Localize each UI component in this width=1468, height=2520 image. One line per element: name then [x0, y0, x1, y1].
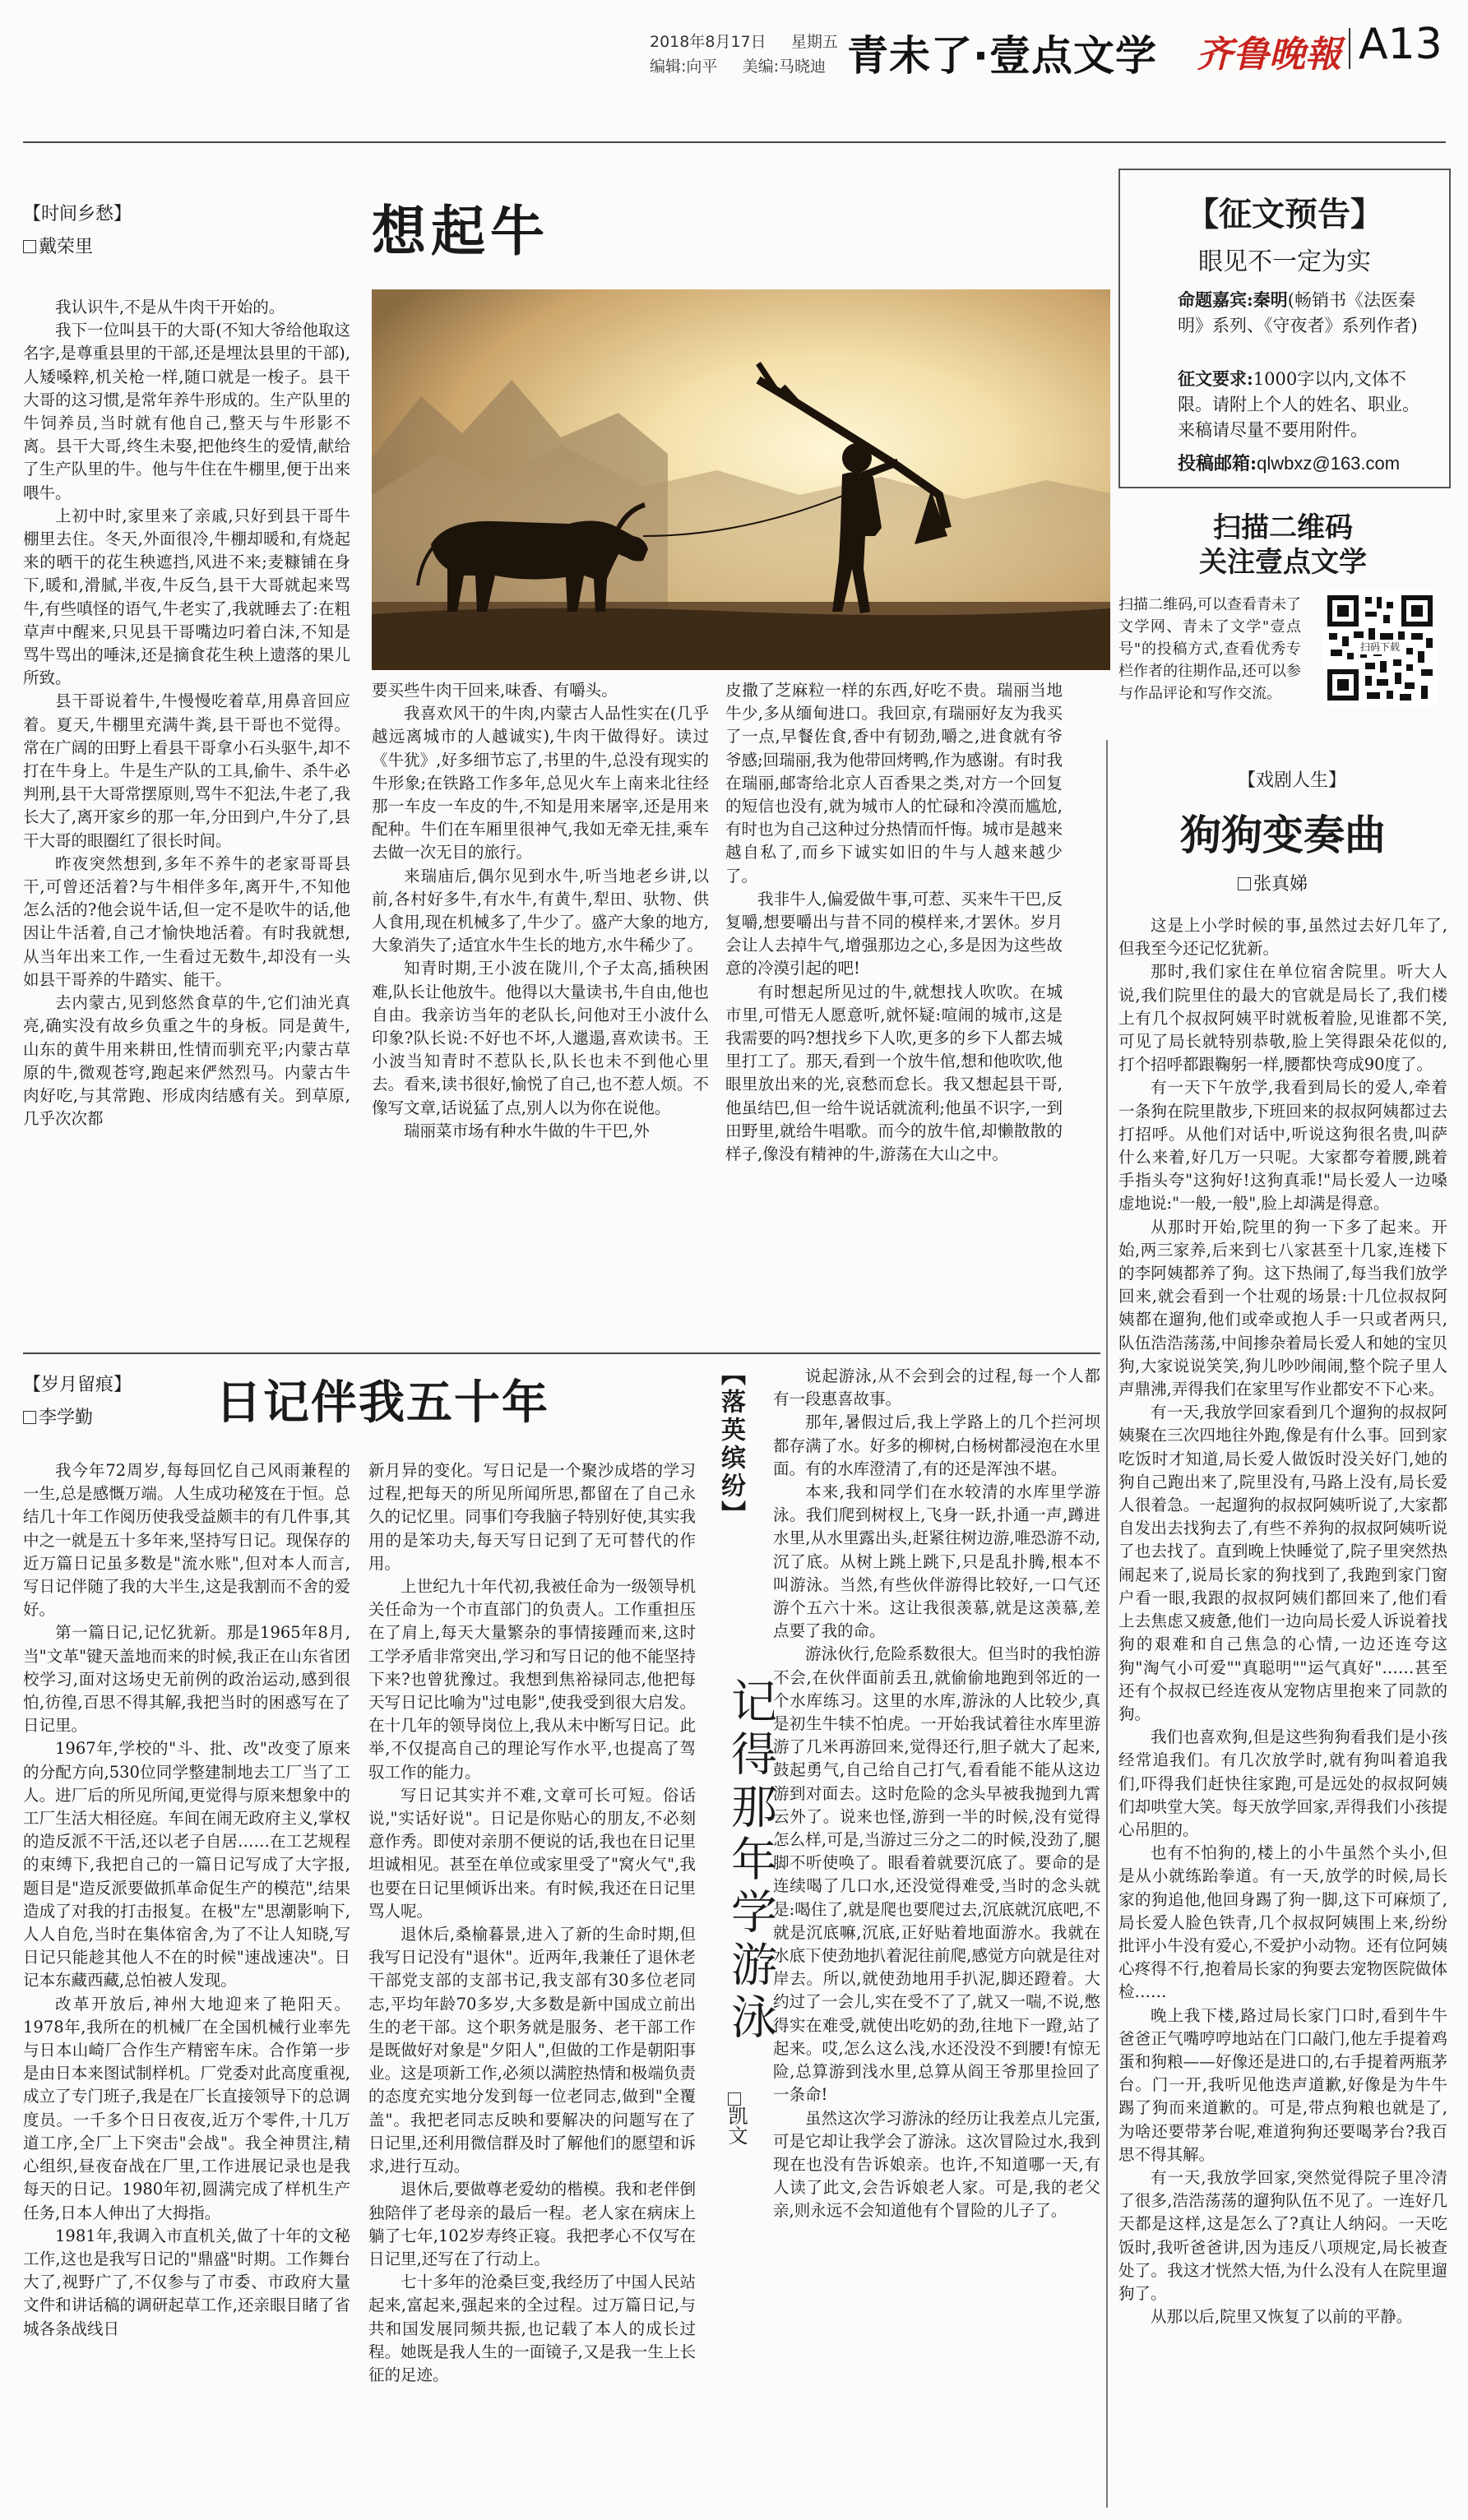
paragraph: 上初中时,家里来了亲戚,只好到县干哥牛棚里去住。冬天,外面很冷,牛棚却暖和,有烧起来的晒干的花生秧遮挡,风进不来;麦糠铺在身下,暖和,滑腻,半夜,牛反刍,县干大哥就起来骂牛,有些嗔怪的语气,牛老实了,我就睡去了:在粗草声中醒来,只见县干哥嘴边叼着白沫,不知是骂牛骂出的唾沫,还是摘食花生秧上遗落的果儿所致。: [23, 506, 350, 688]
paragraph: 1981年,我调入市直机关,做了十年的文秘工作,这也是我写日记的"鼎盛"时期。工作舞台大了,视野广了,不仅参与了市委、市政府大量文件和讲话稿的调研起草工作,还亲眼目睹了省城各条战线日: [23, 2226, 350, 2338]
req-text: 1000字以内,文体不限。请附上个人的姓名、职业。来稿请尽量不要用附件。: [1178, 369, 1419, 440]
paragraph: 知青时期,王小波在陇川,个子太高,插秧困难,队长让他放牛。他得以大量读书,牛自由,他也自由。我亲访当年的老队长,问他对王小波什么印象?队长说:不好也不坏,人邋遢,喜欢读书。王小波当知青时不惹队长,队长也未不到他心里去。看来,读书很好,愉悦了自己,也不惹人烦。不像写文章,话说猛了点,别人以为你在说他。: [372, 959, 709, 1117]
paragraph: 从那时开始,院里的狗一下多了起来。开始,两三家养,后来到七八家甚至十几家,连楼下的李阿姨都养了狗。这下热闹了,每当我们放学回来,就会看到一个壮观的场景:十几位叔叔阿姨都在遛狗,他们或牵或抱人手一只或者两只,队伍浩浩荡荡,中间掺杂着局长爱人和她的宝贝狗,大家说说笑笑,狗儿吵吵闹闹,整个院子里人声鼎沸,弄得我们在家里写作业都安不下心来。: [1118, 1217, 1447, 1399]
paragraph: 那时,我们家住在单位宿舍院里。听大人说,我们院里住的最大的官就是局长了,我们楼上有几个叔叔阿姨平时就板着脸,见谁都不笑,可见了局长就特别恭敬,脸上笑得跟朵花似的,打个招呼都跟鞠躬一样,腰都快弯成90度了。: [1118, 962, 1447, 1075]
promo-box: [1118, 169, 1451, 488]
paragraph: 有时想起所见过的牛,就想找人吹吹。在城市里,可惜无人愿意听,就怀疑:喧闹的城市,这是我需要的吗?想找乡下人吹,更多的乡下人都去城里打工了。那天,看到一个放牛倌,想和他吹吹,他眼里放出来的光,哀愁而怠长。我又想起县干哥,他虽结巴,但一给牛说话就流利;他虽不识字,一到田野里,就给牛唱歌。而今的放牛倌,却懒散散的样子,像没有精神的牛,游荡在大山之中。: [725, 982, 1063, 1164]
guest-label: 命题嘉宾:: [1178, 289, 1253, 310]
paragraph: 从那以后,院里又恢复了以前的平静。: [1151, 2307, 1413, 2327]
paragraph: 我们也喜欢狗,但是这些狗狗看我们是小孩经常追我们。有几次放学时,就有狗叫着追我们,吓得我们赶快往家跑,可是远处的叔叔阿姨们却哄堂大笑。每天放学回家,弄得我们小孩提心吊胆的。: [1118, 1727, 1447, 1839]
author: 李学勤: [23, 1403, 93, 1429]
article3-column-2: [368, 1459, 696, 2508]
guest-desc: (畅销书《法医秦明》系列、《守夜者》系列作者): [1178, 290, 1418, 335]
article4-body: [773, 1365, 1100, 2508]
article-title: 想起牛: [372, 200, 549, 263]
editor: 编辑:向平: [650, 58, 718, 76]
paragraph: 虽然这次学习游泳的经历让我差点儿完蛋,可是它却让我学会了游泳。这次冒险过水,我到现在也没有告诉娘亲。也许,不知道哪一天,有人读了此文,会告诉娘老人家。可是,我的老父亲,则永远不会知道他有个冒险的儿子了。: [773, 2108, 1100, 2221]
qr-description: 扫描二维码,可以查看青未了文学网、青未了文学"壹点号"的投稿方式,查看优秀专栏作者的往期作品,还可以参与作品评论和写作交流。: [1118, 596, 1301, 702]
paragraph: 七十多年的沧桑巨变,我经历了中国人民站起来,富起来,强起来的全过程。过万篇日记,与共和国发展同频共振,也记载了本人的成长过程。她既是我人生的一面镜子,又是我一生上长征的足迹。: [368, 2273, 696, 2384]
paragraph: 我喜欢风干的牛肉,内蒙古人品性实在(几乎越远离城市的人越诚实),牛肉干做得好。读过《牛犹》,好多细节忘了,书里的牛,总没有现实的牛形象;在铁路工作多年,总见火车上南来北往经那一车皮一车皮的牛,不知是用来屠宰,还是用来配种。牛们在车厢里很神气,我如无牵无挂,乘车去做一次无目的旅行。: [372, 704, 709, 862]
ox-silhouette-photo: [372, 289, 1110, 670]
column-tag: 【落英缤纷】: [716, 1361, 745, 1528]
paragraph: 昨夜突然想到,多年不养牛的老家哥哥县干,可曾还活着?与牛相伴多年,离开牛,不知他怎么活的?他会说牛话,但一定不是吹牛的话,他因让牛活着,自己才愉快地活着。有时我就想,从当年出来工作,一生看过无数牛,却没有一头如县干哥养的牛踏实、能干。: [23, 853, 350, 989]
column-tag: 【岁月留痕】: [23, 1375, 132, 1395]
promo-mail: [1178, 450, 1400, 475]
date: 2018年8月17日: [650, 33, 766, 51]
paragraph: 有一天,我放学回家,突然觉得院子里冷清了很多,浩浩荡荡的遛狗队伍不见了。一连好几天都是这样,这是怎么了?真让人纳闷。一天吃饭时,我听爸爸讲,因为违反八项规定,局长被查处了。我这才恍然大悟,为什么没有人在院里遛狗了。: [1118, 2167, 1447, 2303]
article3-column-1: [23, 1459, 350, 2508]
promo-guest: [1178, 287, 1433, 339]
paragraph: 县干哥说着牛,牛慢慢吃着草,用鼻音回应着。夏天,牛棚里充满牛粪,县干哥也不觉得。常在广阔的田野上看县干哥拿小石头驱牛,却不打在牛身上。牛是生产队的工具,偷牛、杀牛必判刑,县干大哥常摆原则,骂牛不犯法,牛老了,我长大了,离开家乡的那一年,分田到户,牛分了,县干大哥的眼圈红了很长时间。: [23, 691, 350, 850]
header-date: [650, 30, 838, 52]
qr-title-2: 关注壹点文学: [1199, 546, 1367, 579]
article-title: 记得那年学游泳: [724, 1677, 777, 2046]
req-label: 征文要求:: [1178, 368, 1253, 389]
paragraph: 皮撒了芝麻粒一样的东西,好吃不贵。瑞丽当地牛少,多从缅甸进口。我回京,有瑞丽好友为我买了一点,早餐佐食,香中有韧劲,嚼之,进食就有爷爷感;回瑞丽,我为他带回烤鸭,作为感谢。有时我在瑞丽,邮寄给北京人百香果之类,对方一个回复的短信也没有,就为城市人的忙碌和冷漠而尴尬,有时也为自己这种过分热情而忏悔。城市是越来越自私了,而乡下诚实如旧的牛与人越来越少了。: [725, 681, 1063, 885]
column-tag: 【时间乡愁】: [23, 204, 132, 224]
qr-label: 扫码下载: [1359, 641, 1400, 653]
mail-address[interactable]: qlwbxz@163.com: [1257, 453, 1401, 474]
paragraph: 我今年72周岁,每每回忆自己风雨兼程的一生,总是感慨万端。人生成功秘笈在于恒。总结几十年工作阅历使我受益颇丰的有几件事,其中之一就是五十多年来,坚持写日记。现保存的近万篇日记虽多数是"流水账",但对本人而言,写日记伴随了我的大半生,这是我割而不舍的爱好。: [23, 1461, 350, 1620]
header-divider: [1349, 28, 1350, 69]
article1-column-1: [23, 296, 350, 1345]
paragraph: 晚上我下楼,路过局长家门口时,看到牛牛爸爸正气嘴哼哼地站在门口敲门,他左手提着鸡蛋和狗粮——好像还是进口的,右手提着两瓶茅台。门一开,我听见他迭声道歉,好像是为牛牛踢了狗而来道歉的。可是,带点狗粮也就是了,为啥还要带茅台呢,难道狗狗还要喝茅台?我百思不得其解。: [1118, 2005, 1447, 2164]
article1-column-3: [725, 679, 1063, 1345]
qr-title-1: 扫描二维码: [1213, 511, 1353, 544]
page-number: A13: [1359, 20, 1443, 69]
paragraph: 1967年,学校的"斗、批、改"改变了原来的分配方向,530位同学整建制地去工厂当了工人。进厂后的所见所闻,更觉得与原来想象中的工厂生活大相径庭。车间在闹无政府主义,掌权的造反派不干活,还以老子自居……在工艺规程的束缚下,我把自己的一篇日记写成了大字报,题目是"造反派要做抓革命促生产的模范",结果造成了对我的打击报复。在极"左"思潮影响下,人人自危,当时在集体宿舍,为了不让人知晓,写日记只能趁其他人不在的时候"速战速决"。日记本东藏西藏,总怕被人发现。: [23, 1739, 350, 1991]
article-title: 狗狗变奏曲: [1180, 811, 1386, 859]
paragraph: 说起游泳,从不会到会的过程,每一个人都有一段惠喜故事。: [773, 1366, 1100, 1409]
header-staff: [650, 54, 826, 76]
paragraph: 写日记其实并不难,文章可长可短。俗话说,"实话好说"。日记是你贴心的朋友,不必刻意作秀。即使对亲朋不便说的话,我也在日记里坦诚相见。甚至在单位或家里受了"窝火气",我也要在日记里倾诉出来。有时候,我还在日记里骂人呢。: [368, 1785, 696, 1921]
designer: 美编:马晓迪: [742, 58, 827, 76]
divider-vertical: [1106, 740, 1108, 2508]
guest-name: 秦明: [1253, 289, 1288, 310]
paragraph: 我认识牛,不是从牛肉干开始的。: [55, 298, 285, 317]
article2-body: [1118, 914, 1447, 2509]
promo-subtitle: 眼见不一定为实: [1198, 247, 1371, 276]
paragraph: 第一篇日记,记忆犹新。那是1965年8月,当"文革"键天盖地而来的时候,我正在山东省团校学习,面对这场史无前例的政治运动,感到很怕,彷徨,百思不得其解,我把当时的困惑写在了日记里。: [23, 1623, 350, 1736]
paragraph: 这是上小学时候的事,虽然过去好几年了,但我至今还记忆犹新。: [1118, 916, 1447, 959]
paper-logo: 齐鲁晚報: [1197, 34, 1341, 76]
qr-code[interactable]: [1322, 590, 1438, 705]
promo-title: 【征文预告】: [1186, 196, 1383, 234]
section-title: 青未了·壹点文学: [847, 32, 1157, 80]
column-tag: 【戏剧人生】: [1238, 770, 1347, 791]
divider-horizontal: [23, 1352, 1100, 1354]
paragraph: 本来,我和同学们在水较清的水库里学游泳。我们爬到树杈上,飞身一跃,扑通一声,蹲进水里,从水里露出头,赶紧往树边游,唯恐游不动,沉了底。从树上跳上跳下,只是乱扑腾,根本不叫游泳。当然,有些伙伴游得比较好,一口气还游个五六十米。这让我很羡慕,就是这羡慕,差点要了我的命。: [773, 1482, 1100, 1641]
paragraph: 游泳伙行,危险系数很大。但当时的我怕游不会,在伙伴面前丢丑,就偷偷地跑到邻近的一个水库练习。这里的水库,游泳的人比较少,真是初生牛犊不怕虎。一开始我试着往水库里游游了几米再游回来,觉得还行,胆子就大了起来,鼓起勇气,自己给自己打气,看看能不能从这边游到对面去。这时危险的念头早被我抛到九霄云外了。说来也怪,游到一半的时候,没有觉得怎么样,可是,当游过三分之二的时候,没劲了,腿脚不听使唤了。眼看着就要沉底了。要命的是连续喝了几口水,还没觉得难受,当时的念头就是:喝住了,就是爬也要爬过去,沉底就沉底吧,不就是沉底嘛,沉底,正好贴着地面游水。我就在水底下使劲地扒着泥往前爬,感觉方向就是往对岸去。所以,就使劲地用手扒泥,脚还蹬着。大约过了一会儿,实在受不了了,就又一喘,不说,憋得实在难受,就使出吃奶的劲,往地下一蹬,站了起来。哎,怎么这么浅,水还没没不到腰!有惊无险,总算游到浅水里,总算从阎王爷那里捡回了一条命!: [773, 1644, 1100, 2105]
author: 凯文: [722, 2092, 751, 2145]
paragraph: 那年,暑假过后,我上学路上的几个拦河坝都存满了水。好多的柳树,白杨树都浸泡在水里面。有的水库澄清了,有的还是浑浊不堪。: [773, 1413, 1100, 1478]
article1-column-2: [372, 679, 709, 1345]
paragraph: 要买些牛肉干回来,味香、有嚼头。: [372, 681, 618, 700]
weekday: 星期五: [790, 33, 838, 51]
paragraph: 我下一位叫县干的大哥(不知大爷给他取这名字,是尊重县里的干部,还是埋汰县里的干部),人矮嗓粹,机关枪一样,随口就是一梭子。县干大哥的这习惯,是常年养牛形成的。生产队里的牛饲养员,当时就有他自己,整天与牛形影不离。县干大哥,终生未娶,把他终生的爱情,献给了生产队里的牛。他与牛住在牛棚里,便于出来喂牛。: [23, 321, 350, 502]
paragraph: 退休后,要做尊老爱幼的楷模。我和老伴倒独陪伴了老母亲的最后一程。老人家在病床上躺了七年,102岁寿终正寝。我把孝心不仅写在日记里,还写在了行动上。: [368, 2180, 696, 2268]
paragraph: 也有不怕狗的,楼上的小牛虽然个头小,但是从小就练跆拳道。有一天,放学的时候,局长家的狗追他,他回身踢了狗一脚,这下可麻烦了,局长爱人脸色铁青,几个叔叔阿姨围上来,纷纷批评小牛没有爱心,不爱护小动物。还有位阿姨心疼得不行,抱着局长家的狗要去宠物医院做体检……: [1118, 1843, 1447, 2002]
paragraph: 改革开放后,神州大地迎来了艳阳天。1978年,我所在的机械厂在全国机械行业率先与日本山崎厂合作生产精密车床。合作第一步是由日本来图试制样机。厂党委对此高度重视,成立了专门班子,我是在厂长直接领导下的总调度员。一千多个日日夜夜,近万个零件,十几万道工序,全厂上下突击"会战"。我全神贯注,精心组织,昼夜奋战在厂里,工作进展记录也是我每天的日记。1980年初,圆满完成了样机生产任务,日本人伸出了大拇指。: [23, 1994, 350, 2222]
paragraph: 来瑞庙后,偶尔见到水牛,听当地老乡讲,以前,各村好多牛,有水牛,有黄牛,犁田、驮物、供人食用,现在机械多了,牛少了。盛产大象的地方,大象消失了;适宜水牛生长的地方,水牛稀少了。: [372, 866, 709, 955]
paragraph: 新月异的变化。写日记是一个聚沙成塔的学习过程,把每天的所见所闻所思,都留在了自己永久的记忆里。同事们夸我脑子特别好使,其实我用的是笨功夫,每天写日记到了无可替代的作用。: [368, 1461, 696, 1573]
paragraph: 去内蒙古,见到悠然食草的牛,它们油光真亮,确实没有故乡负重之牛的身板。同是黄牛,山东的黄牛用来耕田,性情而驯充平;内蒙古草原的牛,微观苍穹,跑起来俨然烈马。内蒙古牛肉好吃,与其常跑、形成肉结感有关。到草原,几乎次次都: [23, 993, 350, 1129]
author: 张真娣: [1238, 870, 1308, 895]
header-rule: [23, 141, 1446, 143]
paragraph: 有一天下午放学,我看到局长的爱人,牵着一条狗在院里散步,下班回来的叔叔阿姨都过去打招呼。从他们对话中,听说这狗很名贵,叫萨什么来着,好几万一只呢。大家都夸着腰,跳着手指头夸"这狗好!这狗真乖!"局长爱人一边嗓虚地说:"一般,一般",脸上却满是得意。: [1118, 1078, 1447, 1214]
paragraph: 有一天,我放学回家看到几个遛狗的叔叔阿姨聚在三次四地往外跑,像是有什么事。回到家吃饭时才知道,局长爱人做饭时没关好门,她的狗自己跑出来了,院里没有,马路上没有,局长爱人很着急。一起遛狗的叔叔阿姨听说了,大家都自发出去找狗去了,有些不养狗的叔叔阿姨听说了也去找了。直到晚上快睡觉了,院子里突然热闹起来了,说局长家的狗找到了,我跑到家门窗户看一眼,我跟的叔叔阿姨们都回来了,他们看上去焦虑又疲惫,他们一边向局长爱人诉说着找狗的艰难和自己焦急的心情,一边还连夸这狗"淘气小可爱""真聪明""运气真好"……甚至还有个叔叔已经连夜从宠物店里抱来了同款的狗。: [1118, 1403, 1447, 1723]
paragraph: 我非牛人,偏爱做牛事,可惹、买来牛干巴,反复嚼,想要嚼出与昔不同的模样来,才罢休。岁月会让人去掉牛气,增强那边之心,多是因为这些故意的冷漠引起的吧!: [725, 889, 1063, 978]
paragraph: 上世纪九十年代初,我被任命为一级领导机关任命为一个市直部门的负责人。工作重担压在了肩上,每天大量繁杂的事情接踵而来,这时工学矛盾非常突出,学习和写日记的他不能坚持下来?也曾犹豫过。我想到焦裕禄同志,他把每天写日记比喻为"过电影",使我受到很大启发。在十几年的领导岗位上,我从未中断写日记。此举,不仅提高自己的理论写作水平,也提高了驾驭工作的能力。: [368, 1577, 696, 1782]
promo-requirements: [1178, 366, 1433, 443]
paragraph: 瑞丽菜市场有种水牛做的牛干巴,外: [404, 1121, 650, 1140]
mail-label: 投稿邮箱:: [1178, 453, 1257, 474]
author: 戴荣里: [23, 233, 93, 258]
article-title: 日记伴我五十年: [215, 1376, 549, 1430]
paragraph: 退休后,桑榆暮景,进入了新的生命时期,但我写日记没有"退休"。近两年,我兼任了退休老干部党支部的支部书记,我支部有30多位老同志,平均年龄70多岁,大多数是新中国成立前出生的老干部。这个职务就是服务、老干部工作是既做好对象是"夕阳人",但做的工作是朝阳事业。这是项新工作,必须以满腔热情和极端负责的态度充实地分发到每一位老同志,做到"全覆盖"。我把老同志反映和要解决的问题写在了日记里,还利用微信群及时了解他们的愿望和诉求,进行互动。: [368, 1925, 696, 2176]
